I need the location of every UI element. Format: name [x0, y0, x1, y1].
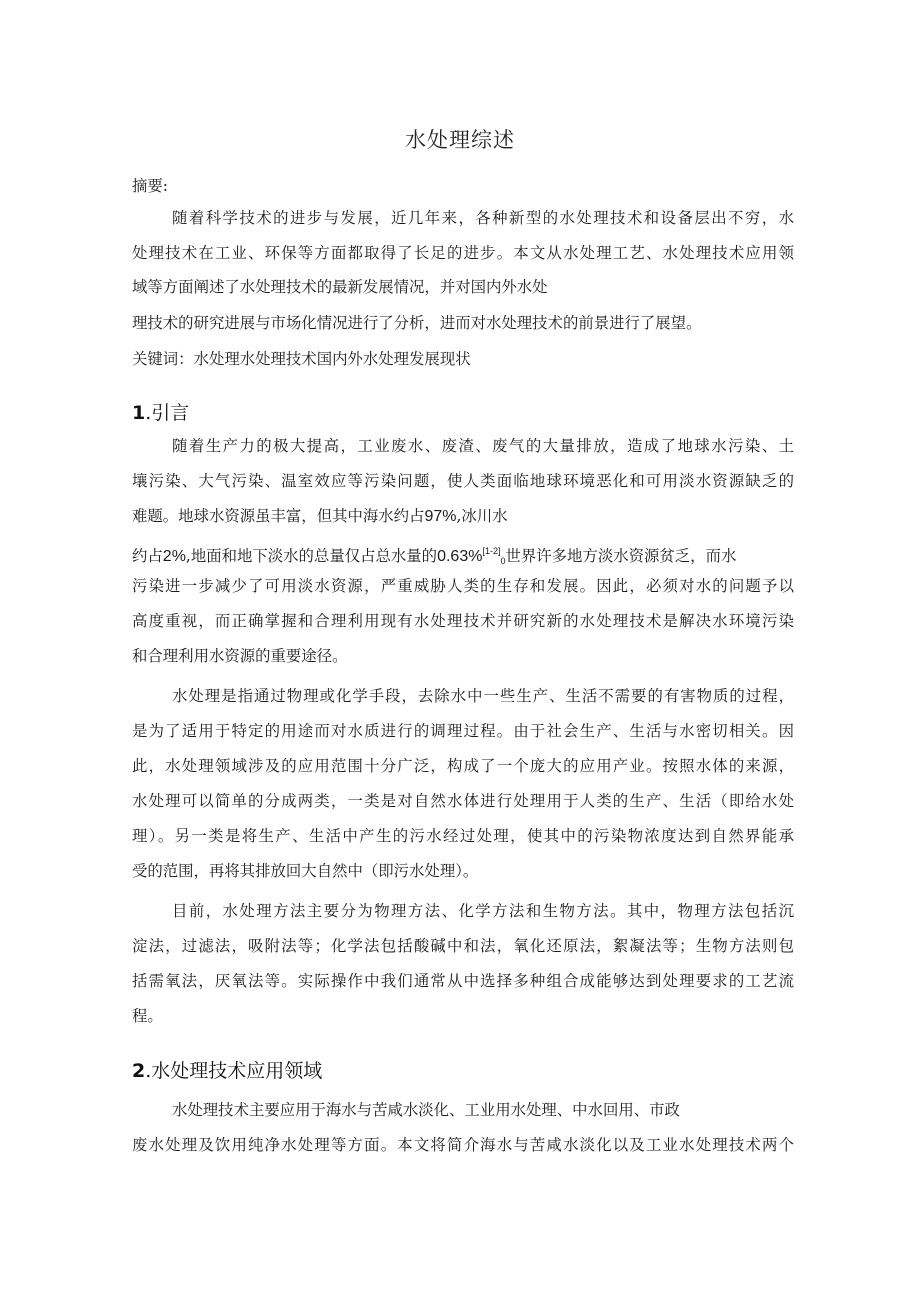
section-2-heading [132, 1056, 322, 1083]
paragraph-line: 受的范围，再将其排放回大自然中（即污水处理）。 [132, 862, 479, 880]
percent-value: 97% [424, 508, 457, 525]
paragraph-line: 淀法，过滤法，吸附法等；化学法包括酸碱中和法，氧化还原法，絮凝法等；生物方法则包 [132, 937, 794, 955]
citation-ref: [1-2] [482, 546, 501, 556]
paragraph-line [132, 541, 736, 571]
section-1-title: .引言 [145, 402, 190, 424]
paragraph-line: 此，水处理领域涉及的应用范围十分广泛，构成了一个庞大的应用产业。按照水体的来源， [132, 757, 794, 775]
paragraph-line: 程。 [132, 1007, 163, 1025]
paragraph-line: 废水处理及饮用纯净水处理等方面。本文将简介海水与苦咸水淡化以及工业水处理技术两个 [132, 1136, 794, 1154]
paragraph-line: 水处理是指通过物理或化学手段，去除水中一些生产、生活不需要的有害物质的过程， [172, 687, 794, 705]
paragraph-line [132, 506, 508, 527]
abstract-line: 理技术的研究进展与市场化情况进行了分析，进而对水处理技术的前景进行了展望。 [132, 314, 702, 332]
paragraph-line: 理）。另一类是将生产、生活中产生的污水经过处理，使其中的污染物浓度达到自然界能承 [132, 827, 794, 845]
abstract-label: 摘要: [132, 177, 168, 195]
text-run: ,地面和地下淡水的总量仅占总水量的 [185, 547, 438, 565]
document-title: 水处理综述 [405, 128, 515, 152]
percent-value: 0.63% [437, 548, 483, 565]
paragraph-line: 是为了适用于特定的用途而对水质进行的调理过程。由于社会生产、生活与水密切相关。因 [132, 722, 794, 740]
paragraph-line: 随着生产力的极大提高，工业废水、废渣、废气的大量排放，造成了地球水污染、土 [172, 437, 794, 455]
abstract-line: 域等方面阐述了水处理技术的最新发展情况，并对国内外水处 [132, 278, 548, 296]
section-1-heading [132, 398, 189, 425]
paragraph-line: 壤污染、大气污染、温室效应等污染问题，使人类面临地球环境恶化和可用淡水资源缺乏的 [132, 472, 794, 490]
section-2-number: 2 [132, 1060, 146, 1082]
text-run: ,冰川水 [456, 507, 508, 525]
paragraph-line: 目前，水处理方法主要分为物理方法、化学方法和生物方法。其中，物理方法包括沉 [172, 902, 794, 920]
text-run: 约占 [132, 547, 163, 565]
keywords-line: 关键词：水处理水处理技术国内外水处理发展现状 [132, 350, 471, 368]
abstract-line: 处理技术在工业、环保等方面都取得了长足的进步。本文从水处理工艺、水处理技术应用领 [132, 244, 794, 262]
paragraph-line: 高度重视，而正确掌握和合理利用现有水处理技术并研究新的水处理技术是解决水环境污染 [132, 612, 794, 630]
paragraph-line: 污染进一步减少了可用淡水资源，严重威胁人类的生存和发展。因此，必须对水的问题予以 [132, 577, 794, 595]
abstract-line: 随着科学技术的进步与发展，近几年来，各种新型的水处理技术和设备层出不穷，水 [172, 209, 794, 227]
paragraph-line: 水处理技术主要应用于海水与苦咸水淡化、工业用水处理、中水回用、市政 [172, 1101, 680, 1119]
paragraph-line: 水处理可以简单的分成两类，一类是对自然水体进行处理用于人类的生产、生活（即给水处 [132, 792, 794, 810]
text-run: 难题。地球水资源虽丰富，但其中海水约占 [132, 507, 425, 525]
paragraph-line: 括需氧法，厌氧法等。实际操作中我们通常从中选择多种组合成能够达到处理要求的工艺流 [132, 972, 794, 990]
text-run: 世界许多地方淡水资源贫乏，而水 [505, 547, 737, 565]
paragraph-line: 和合理利用水资源的重要途径。 [132, 647, 348, 665]
percent-value: 2% [162, 548, 186, 565]
section-2-title: .水处理技术应用领域 [145, 1060, 323, 1082]
subscript-mark: 0 [500, 556, 506, 566]
section-1-number: 1 [132, 402, 146, 424]
